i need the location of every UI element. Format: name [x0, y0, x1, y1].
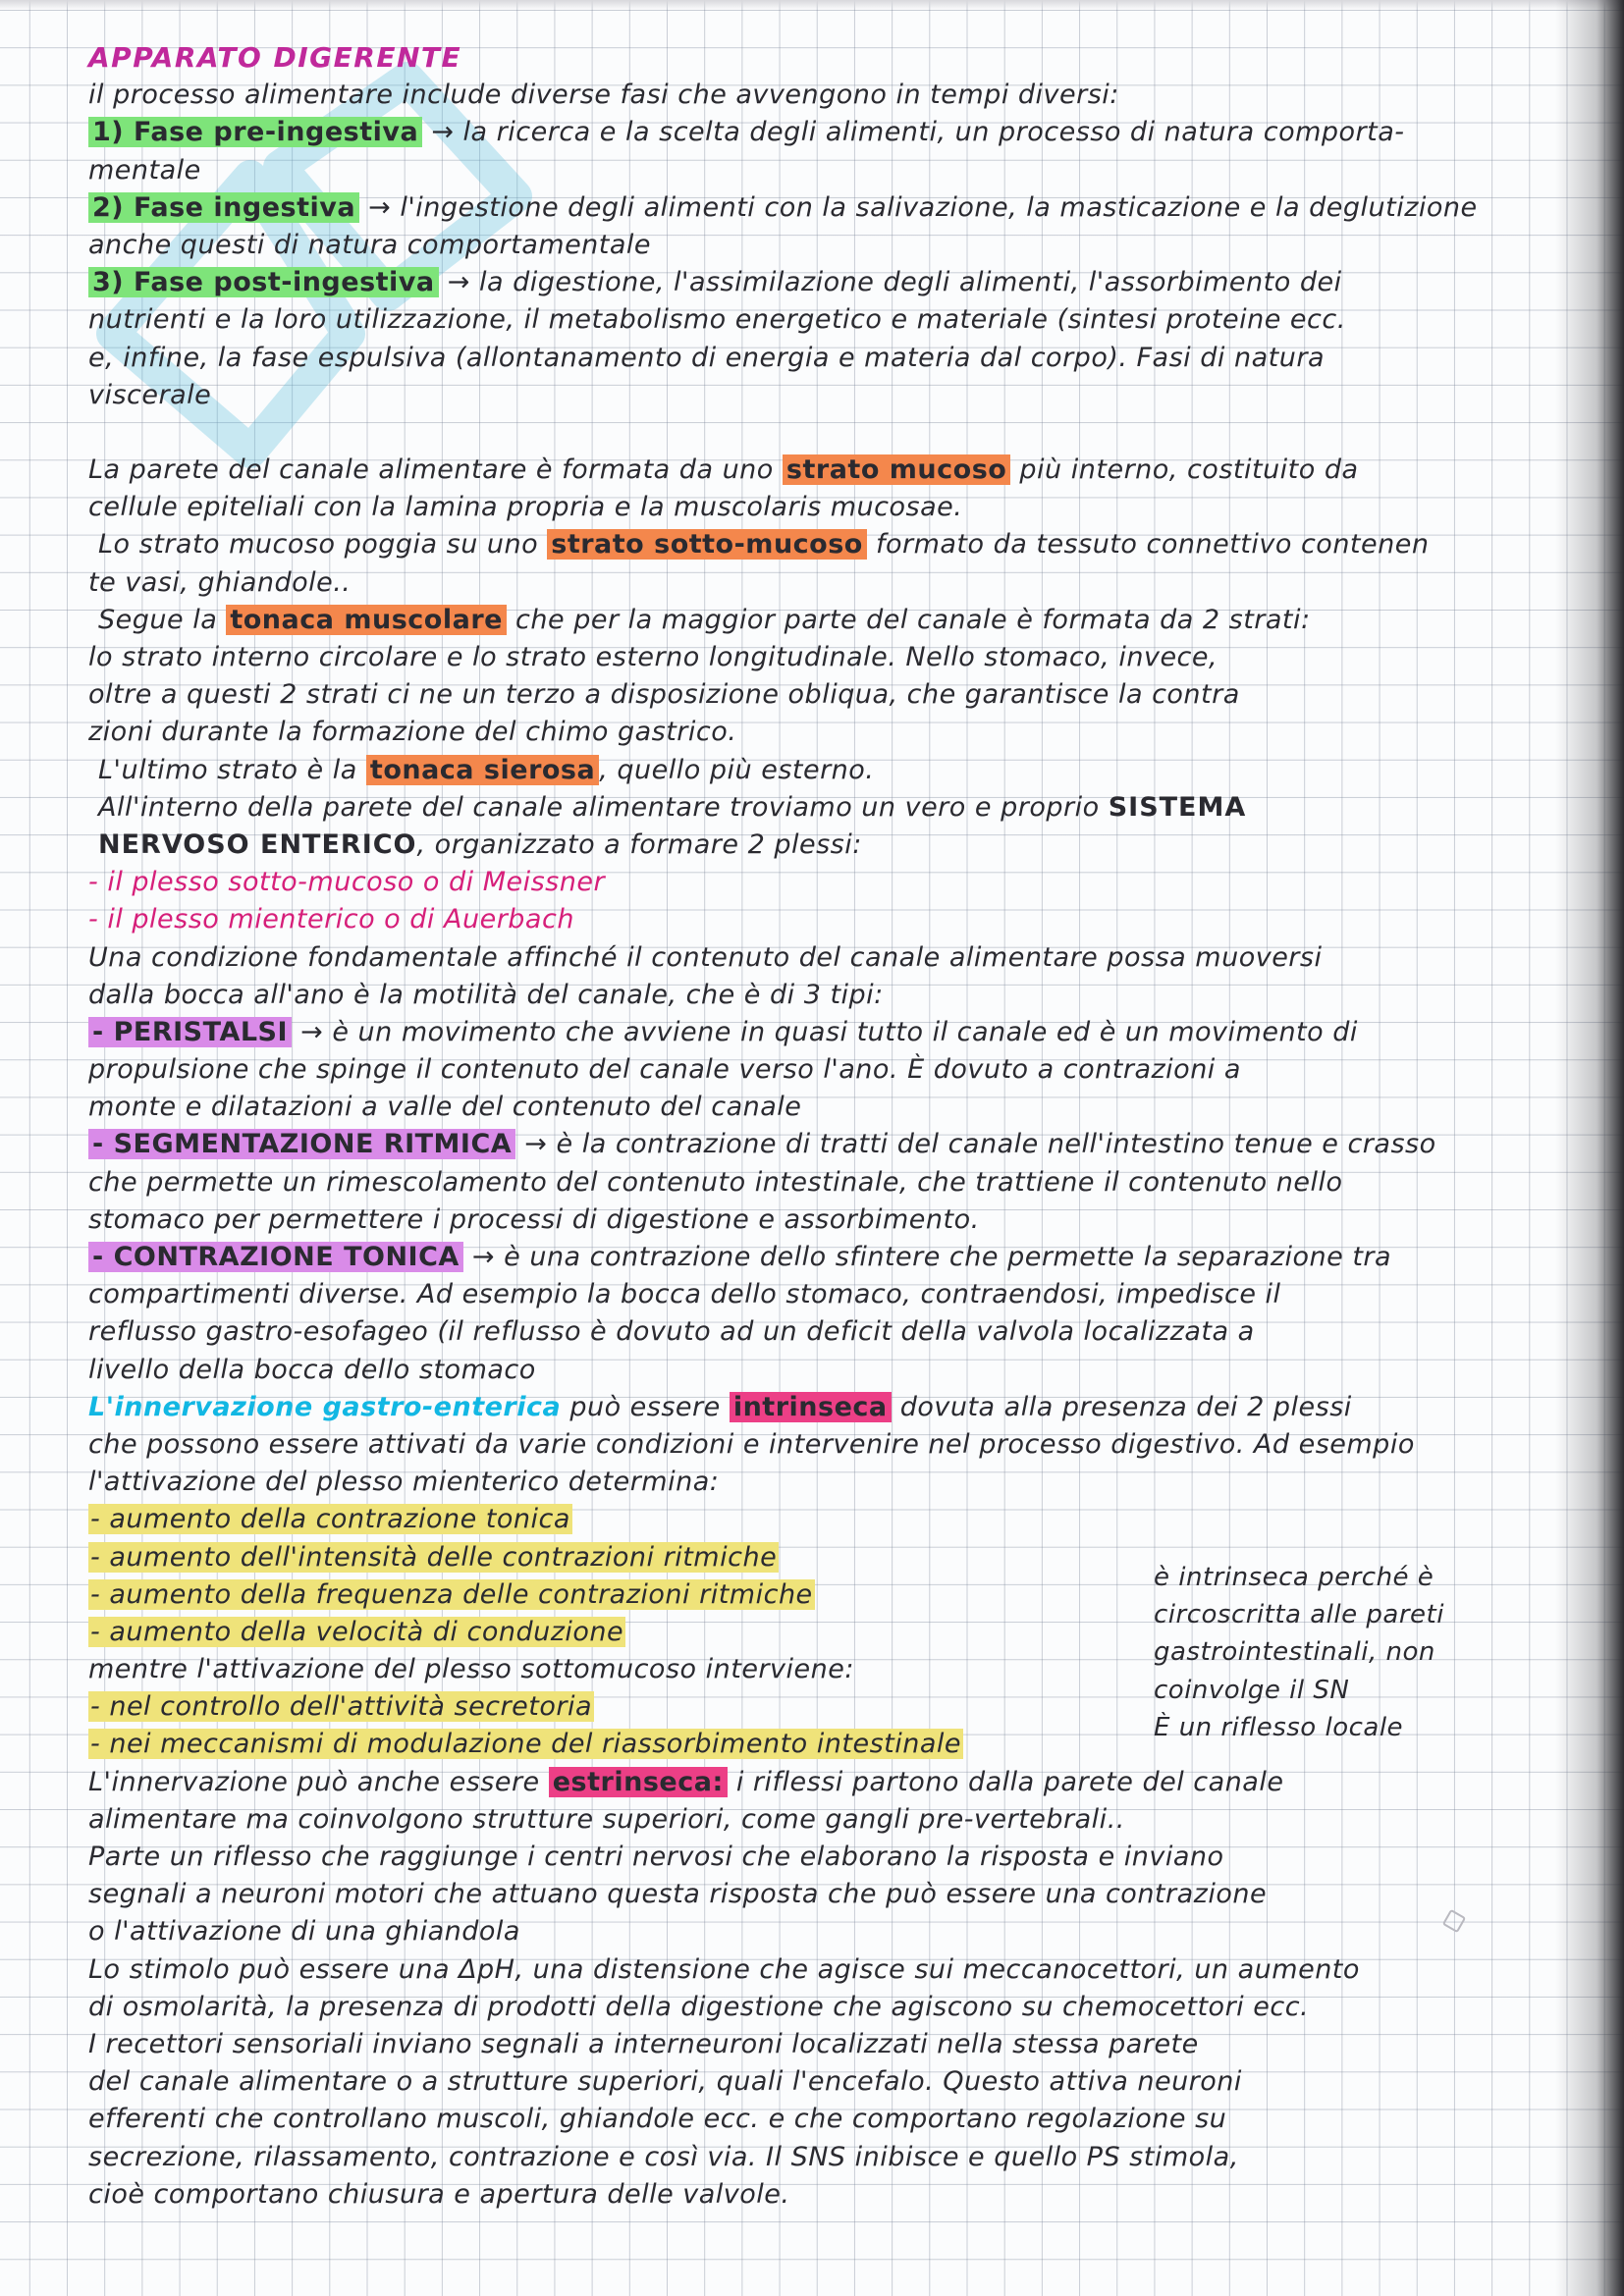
side-note-line: circoscritta alle pareti	[1154, 1600, 1444, 1630]
phase-3-line	[88, 264, 1561, 301]
effect-item	[88, 1501, 1561, 1538]
intro-line: il processo alimentare include diverse fasi che avvengono in tempi diversi:	[88, 80, 1119, 111]
layers-line-7: oltre a questi 2 strati ci ne un terzo a disposizione obliqua, che garantisce la contra	[88, 679, 1240, 711]
text: formato da tessuto connettivo contenen	[875, 529, 1430, 561]
extrinsic-line-9: del canale alimentare o a strutture superiori, quali l'encefalo. Questo attiva neuroni	[88, 2066, 1242, 2098]
intrinseca-highlight: intrinseca	[730, 1392, 892, 1422]
text: Lo strato mucoso poggia su uno	[98, 529, 539, 561]
contrazione-tonica-label: - CONTRAZIONE TONICA	[88, 1242, 463, 1272]
effect-text: - aumento della frequenza delle contrazioni ritmiche	[90, 1578, 813, 1610]
side-note	[1154, 1559, 1527, 1746]
peristalsi-cont-1: propulsione che spinge il contenuto del canale verso l'ano. È dovuto a contrazioni a	[88, 1054, 1241, 1086]
estrinseca-highlight: estrinseca:	[549, 1767, 728, 1797]
effect-text: - nei meccanismi di modulazione del riassorbimento intestinale	[90, 1729, 962, 1760]
text: , quello più esterno.	[599, 754, 875, 785]
phase-3-cont3: viscerale	[88, 379, 212, 410]
motility-line-1: Una condizione fondamentale affinché il contenuto del canale alimentare possa muoversi	[88, 941, 1323, 973]
innervation-line-2: che possono essere attivati da varie condizioni e intervenire nel processo digestivo. Ad esempio	[88, 1428, 1415, 1460]
phase-3-label: 3) Fase post-ingestiva	[88, 267, 439, 297]
extrinsic-line-8: I recettori sensoriali inviano segnali a interneuroni localizzati nella stessa parete	[88, 2028, 1199, 2059]
phase-2-text: l'ingestione degli alimenti con la salivazione, la masticazione e la deglutizione	[400, 191, 1478, 223]
side-note-line: È un riflesso locale	[1154, 1712, 1404, 1742]
nervoso-enterico-label: NERVOSO ENTERICO	[98, 828, 417, 860]
text: può essere	[569, 1391, 721, 1422]
layers-line-8: zioni durante la formazione del chimo gastrico.	[88, 717, 737, 748]
segmentazione-label: - SEGMENTAZIONE RITMICA	[88, 1129, 515, 1159]
layers-line-9	[88, 752, 1561, 789]
text: è un movimento che avviene in quasi tutto il canale ed è un movimento di	[332, 1016, 1358, 1047]
layers-line-10	[88, 789, 1561, 827]
layers-line-4: te vasi, ghiandole..	[88, 566, 352, 598]
contrazione-tonica-line	[88, 1239, 1561, 1276]
extrinsic-line-3: Parte un riflesso che raggiunge i centri nervosi che elaborano la risposta e inviano	[88, 1842, 1224, 1872]
layers-line-5	[88, 602, 1561, 639]
plexus-meissner: - il plesso sotto-mucoso o di Meissner	[88, 867, 606, 898]
text: è la contrazione di tratti del canale nell'intestino tenue e crasso	[556, 1129, 1436, 1160]
strato-mucoso-highlight: strato mucoso	[783, 454, 1010, 485]
layers-line-3	[88, 526, 1561, 563]
phase-2-cont: anche questi di natura comportamentale	[88, 229, 652, 260]
notes-page	[88, 39, 1561, 2214]
layers-line-1	[88, 452, 1561, 489]
innervazione-gastroenterica-heading: L'innervazione gastro-enterica	[88, 1391, 562, 1422]
extrinsic-line-6: Lo stimolo può essere una ΔpH, una distensione che agisce sui meccanocettori, un aumento	[88, 1953, 1360, 1985]
side-note-line: coinvolge il SN	[1154, 1675, 1350, 1705]
paper-top-edge	[0, 0, 1624, 10]
arrow-icon: →	[471, 1242, 496, 1272]
layers-line-11	[88, 827, 1561, 864]
innervation-line-1	[88, 1389, 1561, 1426]
phase-3-text: la digestione, l'assimilazione degli alimenti, l'assorbimento dei	[478, 267, 1342, 298]
extrinsic-line-10: efferenti che controllano muscoli, ghiandole ecc. e che comportano regolazione su	[88, 2104, 1227, 2135]
arrow-icon: →	[368, 191, 392, 223]
extrinsic-line-5: o l'attivazione di una ghiandola	[88, 1916, 520, 1948]
arrow-icon: →	[447, 267, 470, 298]
phase-2-line	[88, 189, 1561, 227]
arrow-icon: →	[524, 1129, 548, 1160]
segmentazione-cont-2: stomaco per permettere i processi di digestione e assorbimento.	[88, 1203, 980, 1235]
extrinsic-line-4: segnali a neuroni motori che attuano questa risposta che può essere una contrazione	[88, 1879, 1268, 1910]
effect-text: - aumento della contrazione tonica	[90, 1504, 570, 1535]
text: , organizzato a formare 2 plessi:	[416, 828, 862, 860]
extrinsic-line-7: di osmolarità, la presenza di prodotti della digestione che agiscono su chemocettori ecc.	[88, 1991, 1310, 2022]
text: è una contrazione dello sfintere che permette la separazione tra	[504, 1242, 1392, 1272]
tonaca-muscolare-highlight: tonaca muscolare	[226, 605, 507, 635]
layers-line-6: lo strato interno circolare e lo strato esterno longitudinale. Nello stomaco, invece,	[88, 642, 1218, 672]
phase-3-cont2: e, infine, la fase espulsiva (allontanamento di energia e materia dal corpo). Fasi di natura	[88, 342, 1325, 373]
innervation-line-3: l'attivazione del plesso mienterico determina:	[88, 1467, 720, 1498]
phase-1-line	[88, 114, 1561, 151]
side-note-line: è intrinseca perché è	[1154, 1563, 1435, 1592]
phase-1-label: 1) Fase pre-ingestiva	[88, 117, 422, 147]
text: più interno, costituito da	[1019, 454, 1359, 486]
page-title: APPARATO DIGERENTE	[88, 41, 462, 74]
extrinsic-line-2: alimentare ma coinvolgono strutture superiori, come gangli pre-vertebrali..	[88, 1803, 1125, 1835]
tonaca-sierosa-highlight: tonaca sierosa	[366, 755, 599, 785]
motility-line-2: dalla bocca all'ano è la motilità del canale, che è di 3 tipi:	[88, 979, 884, 1010]
blank-line	[88, 414, 1561, 452]
text: che per la maggior parte del canale è formata da 2 strati:	[515, 604, 1311, 635]
layers-line-2: cellule epiteliali con la lamina propria e la muscolaris mucosae.	[88, 492, 963, 523]
extrinsic-line-11: secrezione, rilassamento, contrazione e così via. Il SNS inibisce e quello PS stimola,	[88, 2141, 1239, 2172]
phase-2-label: 2) Fase ingestiva	[88, 192, 359, 223]
peristalsi-label: - PERISTALSI	[88, 1017, 292, 1047]
segmentazione-line	[88, 1126, 1561, 1163]
effect-text: - aumento dell'intensità delle contrazioni ritmiche	[90, 1541, 778, 1573]
sistema-label: SISTEMA	[1108, 791, 1247, 823]
extrinsic-line-12: cioè comportano chiusura e apertura delle valvole.	[88, 2178, 790, 2210]
effect-text: - nel controllo dell'attività secretoria	[90, 1691, 592, 1723]
peristalsi-line	[88, 1014, 1561, 1051]
segmentazione-cont-1: che permette un rimescolamento del contenuto intestinale, che trattiene il contenuto nello	[88, 1166, 1343, 1198]
page-edge-shadow	[1555, 0, 1624, 2296]
text: dovuta alla presenza dei 2 plessi	[899, 1391, 1352, 1422]
phase-1-cont: mentale	[88, 154, 201, 186]
text: i riflessi partono dalla parete del canale	[735, 1766, 1284, 1797]
text: La parete del canale alimentare è formata da uno	[88, 454, 774, 486]
contrazione-tonica-cont-3: livello della bocca dello stomaco	[88, 1354, 536, 1385]
plexus-auerbach: - il plesso mienterico o di Auerbach	[88, 904, 574, 935]
text: Segue la	[98, 604, 218, 635]
extrinsic-line-1	[88, 1764, 1561, 1801]
text: L'innervazione può anche essere	[88, 1766, 540, 1797]
text: All'interno della parete del canale alimentare troviamo un vero e proprio	[98, 791, 1100, 823]
phase-1-text: la ricerca e la scelta degli alimenti, un processo di natura comporta-	[462, 117, 1405, 148]
phase-3-cont: nutrienti e la loro utilizzazione, il metabolismo energetico e materiale (sintesi proteine ecc.	[88, 304, 1346, 336]
strato-sottomucoso-highlight: strato sotto-mucoso	[547, 529, 867, 560]
contrazione-tonica-cont-1: compartimenti diverse. Ad esempio la bocca dello stomaco, contraendosi, impedisce il	[88, 1279, 1281, 1310]
side-note-line: gastrointestinali, non	[1154, 1637, 1435, 1668]
peristalsi-cont-2: monte e dilatazioni a valle del contenuto del canale	[88, 1092, 802, 1123]
text: L'ultimo strato è la	[98, 754, 357, 785]
arrow-icon: →	[300, 1016, 324, 1047]
arrow-icon: →	[431, 117, 455, 148]
innervation-line-4: mentre l'attivazione del plesso sottomucoso interviene:	[88, 1654, 854, 1685]
contrazione-tonica-cont-2: reflusso gastro-esofageo (il reflusso è dovuto ad un deficit della valvola localizzata a	[88, 1316, 1255, 1348]
effect-text: - aumento della velocità di conduzione	[90, 1616, 624, 1647]
